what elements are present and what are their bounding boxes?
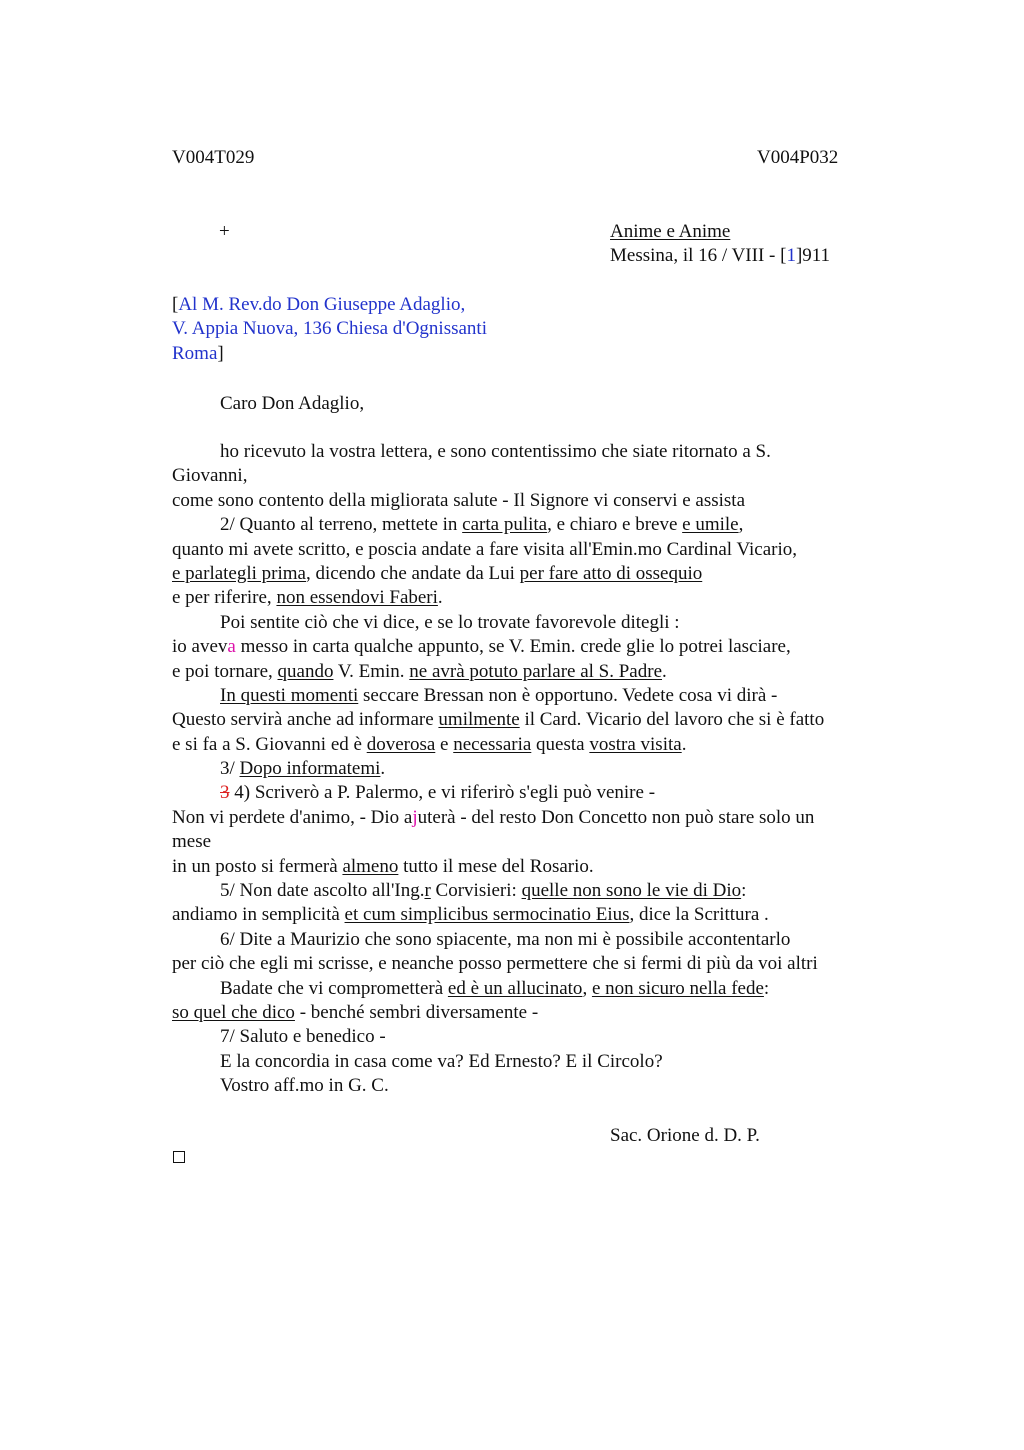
letter-motto: Anime e Anime: [610, 221, 731, 242]
text-segment: questa: [531, 733, 590, 755]
text-segment: , e chiaro e breve: [547, 514, 683, 536]
body-line: [172, 977, 912, 1001]
underlined-text: r: [424, 880, 431, 902]
text-segment: io avev: [172, 636, 228, 658]
underlined-text: so quel che dico: [172, 1001, 295, 1023]
text-segment: .: [437, 587, 443, 609]
text-segment: il Card. Vicario del lavoro che si è fatto: [519, 709, 825, 731]
underlined-text: non essendovi Faberi: [276, 587, 438, 609]
address-recipient: Al M. Rev.do Don Giuseppe Adaglio,: [178, 294, 466, 315]
body-line: [172, 562, 912, 586]
text-segment: andiamo in semplicità: [172, 904, 345, 926]
text-segment: V. Emin.: [333, 660, 410, 682]
text-segment: in un posto si fermerà: [172, 855, 343, 877]
text-segment: quanto mi avete scritto, e poscia andate a fare visita all'Emin.mo Cardinal Vicario,: [172, 538, 798, 560]
text-segment: Non vi perdete d'animo, - Dio a: [172, 806, 413, 828]
underlined-text: ed è un allucinato: [447, 977, 583, 999]
text-segment: e per riferire,: [172, 587, 277, 609]
body-line: [172, 513, 912, 537]
underlined-text: quando: [277, 660, 334, 682]
text-segment: , dicendo che andate da Lui: [306, 562, 520, 584]
text-segment: e si fa a S. Giovanni ed è: [172, 733, 367, 755]
underlined-text: Dopo informatemi: [239, 758, 381, 780]
body-line: [172, 1074, 912, 1098]
date-editorial-digit: 1: [786, 245, 796, 266]
text-segment: Vostro aff.mo in G. C.: [220, 1075, 389, 1097]
cross-symbol: +: [219, 221, 230, 242]
text-segment: ,: [738, 514, 744, 536]
text-segment: Corvisieri:: [430, 880, 522, 902]
body-line: [172, 1025, 912, 1049]
text-segment: Giovanni,: [172, 465, 248, 487]
text-segment: E la concordia in casa come va? Ed Ernesto? E il Circolo?: [220, 1050, 663, 1072]
text-segment: ,: [582, 977, 592, 999]
text-segment: 6/ Dite a Maurizio che sono spiacente, ma non mi è possibile accontentarlo: [220, 928, 791, 950]
corrected-letter: a: [227, 636, 236, 658]
text-segment: Questo servirà anche ad informare: [172, 709, 439, 731]
date-suffix: ]911: [795, 245, 831, 266]
text-segment: Badate che vi comprometterà: [220, 977, 448, 999]
body-line: [172, 879, 912, 903]
text-segment: tutto il mese del Rosario.: [398, 855, 594, 877]
body-line: [172, 1001, 912, 1025]
text-segment: 3/: [220, 758, 240, 780]
underlined-text: doverosa: [366, 733, 436, 755]
deleted-text: 3: [220, 782, 230, 804]
text-segment: 5/ Non date ascolto all'Ing.: [220, 880, 425, 902]
text-segment: 4) Scriverò a P. Palermo, e vi riferirò s'egli può venire -: [229, 782, 656, 804]
text-segment: e poi tornare,: [172, 660, 278, 682]
corrected-letter: j: [412, 806, 418, 828]
underlined-text: e umile: [682, 514, 739, 536]
text-segment: , dice la Scrittura .: [629, 904, 769, 926]
text-segment: 7/ Saluto e benedico -: [220, 1026, 386, 1048]
text-segment: come sono contento della migliorata salute - Il Signore vi conservi e assista: [172, 489, 746, 511]
letter-body: [172, 440, 912, 1099]
body-line: [172, 684, 912, 708]
body-line: [172, 611, 912, 635]
underlined-text: e parlategli prima: [172, 562, 306, 584]
text-segment: messo in carta qualche appunto, se V. Emin. crede glie lo potrei lasciare,: [235, 636, 791, 658]
underlined-text: quelle non sono le vie di Dio: [521, 880, 742, 902]
text-segment: ho ricevuto la vostra lettera, e sono contentissimo che siate ritornato a S.: [220, 441, 771, 462]
end-square-icon: [173, 1151, 185, 1163]
body-line: [172, 855, 912, 879]
body-line: [172, 830, 912, 854]
underlined-text: carta pulita: [462, 514, 548, 536]
text-segment: seccare Bressan non è opportuno. Vedete cosa vi dirà -: [358, 684, 778, 706]
salutation: Caro Don Adaglio,: [220, 393, 365, 414]
text-segment: .: [681, 733, 687, 755]
address-line-1: [172, 293, 465, 317]
body-line: [172, 781, 912, 805]
body-line: [172, 586, 912, 610]
body-line: [172, 903, 912, 927]
underlined-text: vostra visita: [589, 733, 682, 755]
underlined-text: ne avrà potuto parlare al S. Padre: [409, 660, 663, 682]
underlined-text: necessaria: [453, 733, 532, 755]
date-prefix: Messina, il 16 / VIII - [: [610, 245, 787, 266]
address-open-bracket: [: [172, 294, 179, 315]
body-line: [172, 489, 912, 513]
signature: Sac. Orione d. D. P.: [610, 1125, 760, 1146]
text-segment: mese: [172, 831, 212, 853]
text-segment: :: [741, 880, 747, 902]
body-line: [172, 1050, 912, 1074]
text-segment: Poi sentite ciò che vi dice, e se lo trovate favorevole ditegli :: [220, 611, 680, 633]
text-segment: per ciò che egli mi scrisse, e neanche posso permettere che si fermi di più da voi altri: [172, 953, 818, 975]
letter-date: [610, 244, 830, 268]
address-line-3: [172, 342, 224, 366]
text-segment: .: [662, 660, 667, 682]
document-code-left: V004T029: [172, 147, 255, 168]
underlined-text: e non sicuro nella fede: [591, 977, 764, 999]
underlined-text: per fare atto di ossequio: [519, 562, 703, 584]
body-line: [172, 733, 912, 757]
text-segment: uterà - del resto Don Concetto non può stare solo un: [417, 806, 815, 828]
body-line: [172, 806, 912, 830]
underlined-text: umilmente: [438, 709, 520, 731]
underlined-text: et cum simplicibus sermocinatio Eius: [344, 904, 630, 926]
body-line: [172, 635, 912, 659]
body-line: [172, 928, 912, 952]
underlined-text: In questi momenti: [220, 684, 359, 706]
text-segment: e: [435, 733, 454, 755]
body-line: [172, 538, 912, 562]
body-line: [172, 464, 912, 488]
text-segment: :: [763, 977, 770, 999]
text-segment: .: [380, 758, 386, 780]
body-line: [172, 952, 912, 976]
address-close-bracket: ]: [217, 343, 224, 364]
underlined-text: almeno: [342, 855, 399, 877]
body-line: [172, 440, 912, 464]
address-city: Roma: [172, 343, 218, 364]
address-line-2: V. Appia Nuova, 136 Chiesa d'Ognissanti: [172, 318, 487, 339]
text-segment: 2/ Quanto al terreno, mettete in: [220, 514, 463, 536]
text-segment: - benché sembri diversamente -: [294, 1001, 539, 1023]
body-line: [172, 757, 912, 781]
document-code-right: V004P032: [757, 147, 839, 168]
body-line: [172, 660, 912, 684]
body-line: [172, 708, 912, 732]
